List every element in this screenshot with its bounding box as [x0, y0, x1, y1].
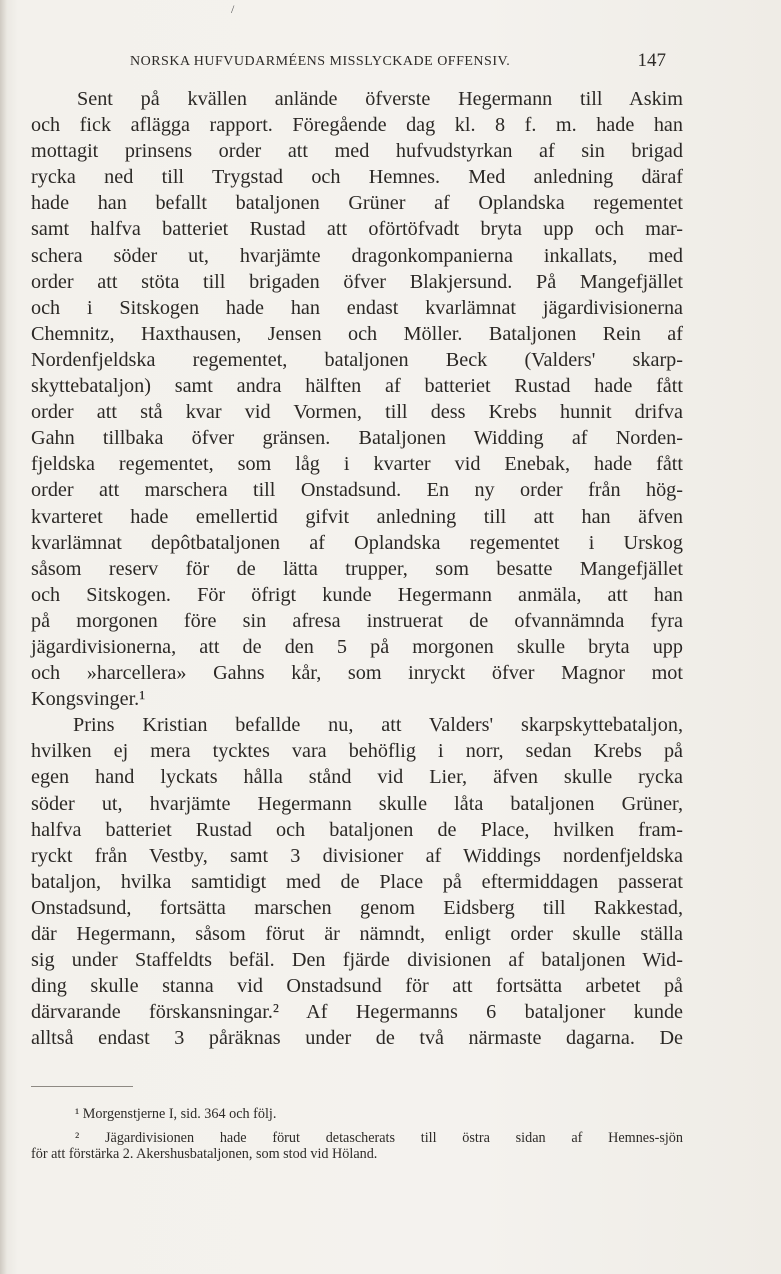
body-line: och »harcellera» Gahns kår, som inryckt öfver Magnor mot [31, 662, 683, 685]
footnote-2-line-1: ² Jägardivisionen hade förut detascherats till östra sidan af Hemnes-sjön [75, 1129, 683, 1146]
body-line: fjeldska regementet, som låg i kvarter vid Enebak, hade fått [31, 453, 683, 476]
body-line: Prins Kristian befallde nu, att Valders' skarpskyttebataljon, [73, 714, 683, 737]
body-line: order att stöta till brigaden öfver Blakjersund. På Mangefjället [31, 270, 683, 293]
body-line: där Hegermann, såsom förut är nämndt, enligt order skulle ställa [31, 923, 683, 945]
body-line: kvarteret hade emellertid gifvit anledning till att han äfven [31, 505, 683, 528]
body-line: och fick aflägga rapport. Föregående dag kl. 8 f. m. hade han [31, 114, 683, 137]
body-line: Onstadsund, fortsätta marschen genom Eidsberg till Rakkestad, [31, 896, 683, 919]
body-line: Nordenfjeldska regementet, bataljonen Beck (Valders' skarp- [31, 348, 683, 371]
body-line: samt halfva batteriet Rustad att oförtöfvadt bryta upp och mar- [31, 218, 683, 241]
body-line: schera söder ut, hvarjämte dragonkompanierna inkallats, med [31, 244, 683, 267]
body-line: och i Sitskogen hade han endast kvarlämnat jägardivisionerna [31, 296, 683, 319]
body-line: ding skulle stanna vid Onstadsund för att fortsätta arbetet på [31, 975, 683, 998]
footnote-2-line-2: för att förstärka 2. Akershusbataljonen, som stod vid Höland. [31, 1146, 378, 1162]
body-line: söder ut, hvarjämte Hegermann skulle låta bataljonen Grüner, [31, 792, 683, 815]
body-line: ryckt från Vestby, samt 3 divisioner af Widdings nordenfjeldska [31, 844, 683, 867]
body-line: Gahn tillbaka öfver gränsen. Bataljonen Widding af Norden- [31, 427, 683, 450]
body-line: på morgonen före sin afresa instruerat de ofvannämnda fyra [31, 609, 683, 632]
body-line: Kongsvinger.¹ [31, 688, 146, 711]
body-line: jägardivisionerna, att de den 5 på morgonen skulle bryta upp [31, 635, 683, 658]
top-pencil-mark: / [231, 2, 235, 16]
body-line: kvarlämnat depôtbataljonen af Oplandska regementet i Urskog [31, 531, 683, 554]
body-line: egen hand lyckats hålla stånd vid Lier, äfven skulle rycka [31, 766, 683, 789]
body-line: skyttebataljon) samt andra hälften af batteriet Rustad hade fått [31, 375, 683, 398]
footnote-1: ¹ Morgenstjerne I, sid. 364 och följ. [75, 1106, 277, 1122]
body-line: bataljon, hvilka samtidigt med de Place på eftermiddagen passerat [31, 870, 683, 893]
page-header [130, 50, 670, 76]
body-line: rycka ned till Trygstad och Hemnes. Med anledning däraf [31, 166, 683, 189]
footnotes [31, 1106, 683, 1163]
page-number: 147 [637, 50, 666, 71]
body-line: mottagit prinsens order att med hufvudstyrkan af sin brigad [31, 140, 683, 163]
body-line: hade han befallt bataljonen Grüner af Oplandska regementet [31, 192, 683, 215]
body-line: Chemnitz, Haxthausen, Jensen och Möller. Bataljonen Rein af [31, 322, 683, 345]
page-spine-shadow [0, 0, 7, 1274]
body-line: order att stå kvar vid Vormen, till dess Krebs hunnit drifva [31, 401, 683, 424]
body-line: sig under Staffeldts befäl. Den fjärde divisionen af bataljonen Wid- [31, 949, 683, 972]
body-line: och Sitskogen. För öfrigt kunde Hegermann anmäla, att han [31, 583, 683, 606]
body-line: alltså endast 3 påräknas under de två närmaste dagarna. De [31, 1027, 683, 1050]
body-text [31, 86, 683, 1051]
body-line: hvilken ej mera tycktes vara behöflig i norr, sedan Krebs på [31, 740, 683, 763]
footnote-divider [31, 1086, 133, 1087]
body-line: halfva batteriet Rustad och bataljonen de Place, hvilken fram- [31, 818, 683, 841]
body-line: därvarande förskansningar.² Af Hegermanns 6 bataljoner kunde [31, 1001, 683, 1024]
running-title: NORSKA HUFVUDARMÉENS MISSLYCKADE OFFENSIV. [130, 54, 511, 69]
body-line: order att marschera till Onstadsund. En ny order från hög- [31, 479, 683, 502]
body-line: såsom reserv för de lätta trupper, som besatte Mangefjället [31, 557, 683, 580]
body-line: Sent på kvällen anlände öfverste Hegermann till Askim [77, 88, 683, 110]
